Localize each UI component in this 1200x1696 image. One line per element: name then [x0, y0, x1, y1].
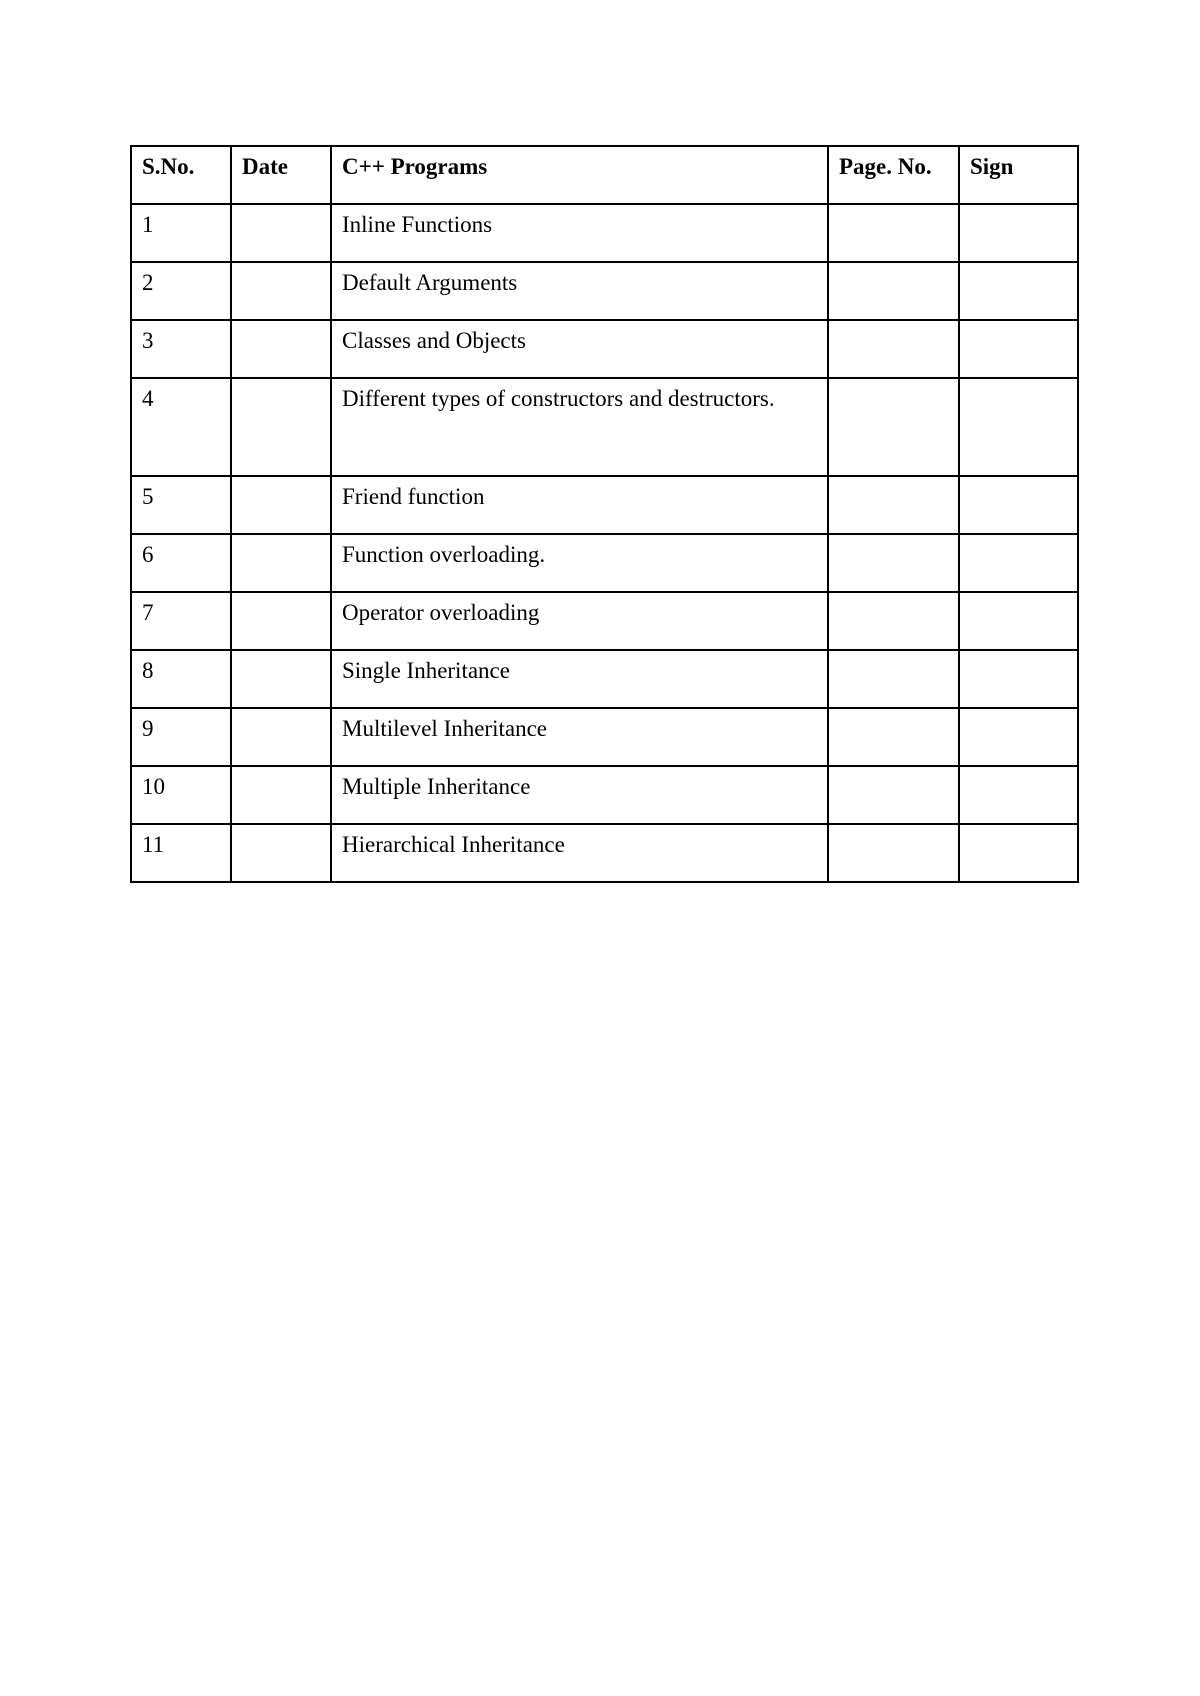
cell-page-no: [828, 708, 959, 766]
header-sno: S.No.: [131, 146, 231, 204]
cell-page-no: [828, 650, 959, 708]
cell-sno: 3: [131, 320, 231, 378]
cell-sno: 6: [131, 534, 231, 592]
cell-sign: [959, 824, 1078, 882]
cell-sign: [959, 766, 1078, 824]
table-row: [131, 378, 1078, 476]
header-program: C++ Programs: [331, 146, 828, 204]
table-row: [131, 650, 1078, 708]
cell-page-no: [828, 534, 959, 592]
table-row: [131, 320, 1078, 378]
cell-program: Hierarchical Inheritance: [331, 824, 828, 882]
cell-sno: 10: [131, 766, 231, 824]
cell-sno: 4: [131, 378, 231, 476]
table-row: [131, 592, 1078, 650]
cell-page-no: [828, 204, 959, 262]
table-row: [131, 262, 1078, 320]
header-sign: Sign: [959, 146, 1078, 204]
cell-sign: [959, 378, 1078, 476]
header-page-no: Page. No.: [828, 146, 959, 204]
cell-program: Single Inheritance: [331, 650, 828, 708]
cell-sign: [959, 204, 1078, 262]
cell-sno: 5: [131, 476, 231, 534]
cell-date: [231, 650, 331, 708]
cell-date: [231, 592, 331, 650]
cell-program: Multiple Inheritance: [331, 766, 828, 824]
table-row: [131, 824, 1078, 882]
cell-sign: [959, 262, 1078, 320]
table-row: [131, 204, 1078, 262]
cell-page-no: [828, 262, 959, 320]
cell-sno: 11: [131, 824, 231, 882]
cell-page-no: [828, 378, 959, 476]
cell-date: [231, 824, 331, 882]
cell-date: [231, 204, 331, 262]
cell-page-no: [828, 476, 959, 534]
cell-date: [231, 262, 331, 320]
cell-page-no: [828, 592, 959, 650]
cell-program: Operator overloading: [331, 592, 828, 650]
cell-sno: 9: [131, 708, 231, 766]
cell-sign: [959, 592, 1078, 650]
cell-sno: 7: [131, 592, 231, 650]
cell-date: [231, 476, 331, 534]
table-header-row: [131, 146, 1078, 204]
header-date: Date: [231, 146, 331, 204]
cell-page-no: [828, 824, 959, 882]
cell-sign: [959, 476, 1078, 534]
cell-program: Friend function: [331, 476, 828, 534]
table-row: [131, 708, 1078, 766]
table-row: [131, 766, 1078, 824]
cell-program: Inline Functions: [331, 204, 828, 262]
table-row: [131, 534, 1078, 592]
cell-sign: [959, 708, 1078, 766]
cell-sign: [959, 534, 1078, 592]
cell-program: Function overloading.: [331, 534, 828, 592]
cell-page-no: [828, 320, 959, 378]
table-row: [131, 476, 1078, 534]
cell-sno: 2: [131, 262, 231, 320]
cell-page-no: [828, 766, 959, 824]
cell-date: [231, 320, 331, 378]
cell-program: Default Arguments: [331, 262, 828, 320]
cell-program: Different types of constructors and destructors.: [331, 378, 828, 476]
cell-sno: 8: [131, 650, 231, 708]
cell-sign: [959, 320, 1078, 378]
cell-sign: [959, 650, 1078, 708]
cell-program: Classes and Objects: [331, 320, 828, 378]
program-index-table: [130, 145, 1079, 883]
cell-program: Multilevel Inheritance: [331, 708, 828, 766]
cell-date: [231, 534, 331, 592]
cell-date: [231, 378, 331, 476]
cell-date: [231, 708, 331, 766]
cell-date: [231, 766, 331, 824]
cell-sno: 1: [131, 204, 231, 262]
